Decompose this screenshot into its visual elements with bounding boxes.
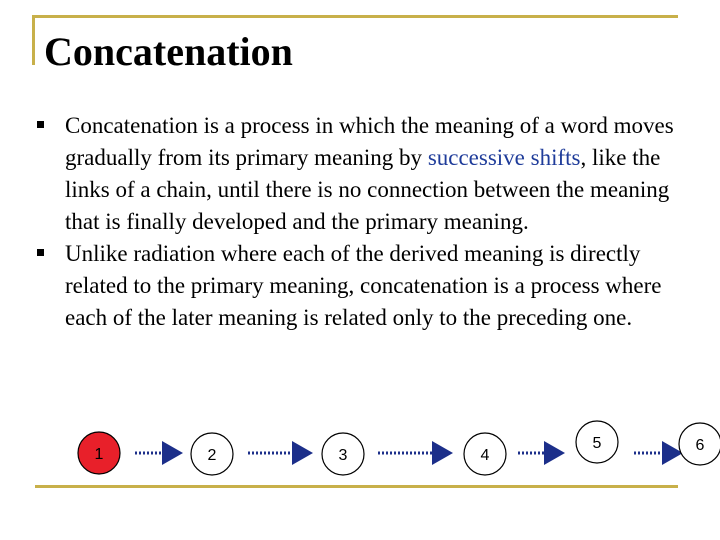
slide-title: Concatenation [44, 29, 293, 74]
bullet-text [65, 238, 692, 334]
bullet-item-concatenation-definition [32, 110, 692, 238]
chain-node-label-1: 1 [94, 446, 104, 463]
title-frame-left-rule [32, 15, 35, 65]
chain-node-label-3: 3 [338, 447, 348, 464]
bullet-text-part: Unlike radiation where each of the derived meaning is directly related to the primary meaning, concatenation is a process where each of the later meaning is related only to the preceding one. [65, 241, 662, 330]
chain-diagram-svg [0, 420, 720, 480]
bullet-text-part: , like the links of a chain, until there is no connection between the meaning that is finally developed and the primary meaning. [65, 145, 670, 234]
chain-node-label-5: 5 [592, 435, 602, 452]
highlighted-term: successive shifts [427, 145, 581, 170]
bullet-list [32, 110, 692, 334]
bullet-text-part: Concatenation is a process in which the meaning of a word moves gradually from its primary meaning by [65, 113, 674, 170]
chain-node-label-4: 4 [480, 447, 490, 464]
bullet-text [65, 110, 692, 238]
square-bullet-icon [37, 121, 44, 128]
square-bullet-icon [37, 249, 44, 256]
concatenation-chain-diagram [0, 420, 720, 480]
chain-node-label-2: 2 [207, 447, 217, 464]
bottom-rule [35, 485, 678, 488]
title-frame-top-rule [32, 15, 678, 18]
bullet-item-radiation-comparison [32, 238, 692, 334]
chain-node-label-6: 6 [695, 437, 705, 454]
